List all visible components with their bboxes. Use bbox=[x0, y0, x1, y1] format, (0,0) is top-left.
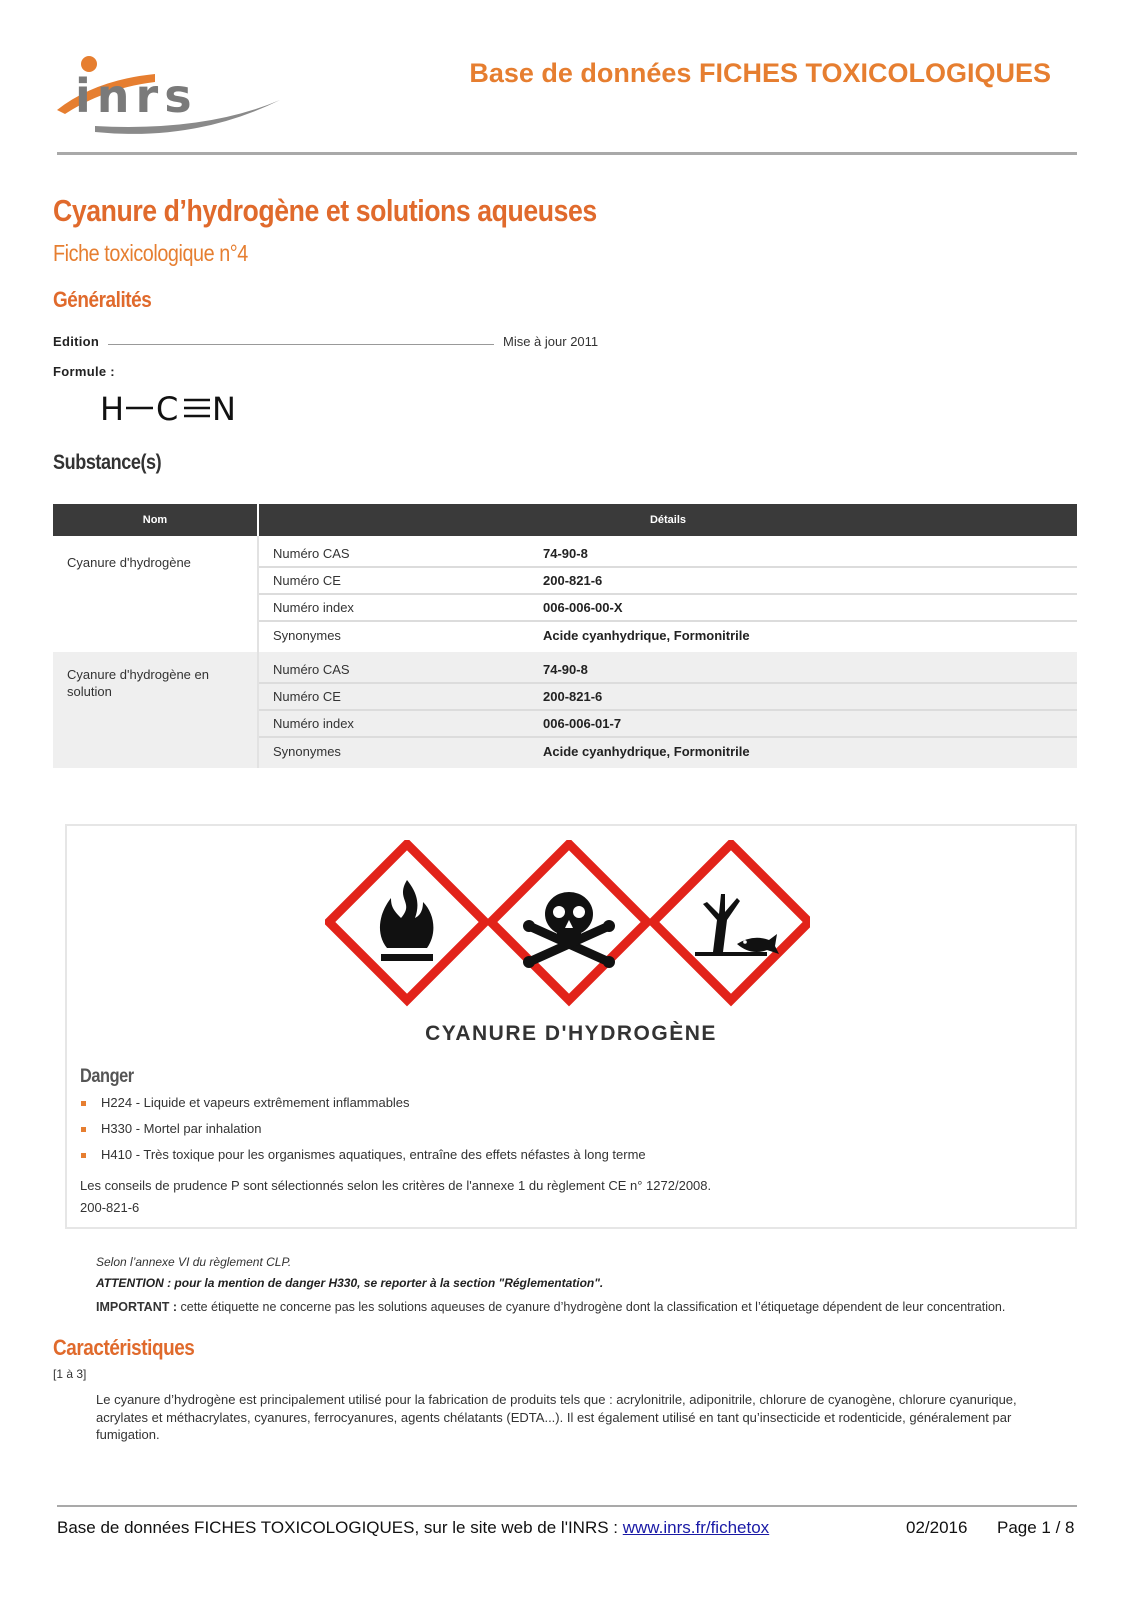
flame-pictogram-icon bbox=[329, 844, 485, 1000]
table-row bbox=[53, 652, 1077, 768]
inrs-logo bbox=[55, 52, 290, 144]
label-substance-name: CYANURE D'HYDROGÈNE bbox=[425, 1022, 717, 1045]
document-subtitle: Fiche toxicologique n°4 bbox=[53, 240, 248, 266]
precaution-note: Les conseils de prudence P sont sélectionnés selon les critères de l'annexe 1 du règlement CE n° 1272/2008. bbox=[80, 1178, 712, 1193]
detail-row bbox=[259, 594, 1077, 621]
detail-key: Numéro index bbox=[259, 710, 529, 737]
substance-details bbox=[259, 540, 1077, 648]
caracteristiques-paragraph: Le cyanure d’hydrogène est principalement utilisé pour la fabrication de produits tels que : acrylonitrile, adiponitrile, chlorure de cyanogène, chlorure cyanurique, acrylates et méthacrylates, cyanures, ferrocyanures, agents chélatants (EDTA...). Il est également utilisé en tant qu’insecticide et rodenticide, généralement par fumigation. bbox=[96, 1392, 1017, 1442]
detail-row bbox=[259, 567, 1077, 594]
page-number: Page 1 / 8 bbox=[997, 1518, 1075, 1537]
detail-row bbox=[259, 540, 1077, 567]
edition-leader-line bbox=[108, 344, 494, 345]
substance-name: Cyanure d'hydrogène bbox=[53, 536, 258, 652]
database-title: Base de données FICHES TOXICOLOGIQUES bbox=[469, 58, 1051, 88]
detail-row bbox=[259, 710, 1077, 737]
substance-name: Cyanure d'hydrogène en solution bbox=[53, 652, 258, 768]
column-header-nom: Nom bbox=[53, 504, 258, 536]
chemical-formula bbox=[98, 388, 248, 433]
detail-value: 006-006-01-7 bbox=[529, 710, 1077, 737]
footer-date: 02/2016 bbox=[906, 1518, 968, 1537]
detail-key: Numéro CAS bbox=[259, 656, 529, 683]
substance-details bbox=[259, 656, 1077, 764]
hazard-statement: H410 - Très toxique pour les organismes aquatiques, entraîne des effets néfastes à long terme bbox=[80, 1148, 646, 1174]
logo-wordmark: inrs bbox=[75, 69, 198, 123]
formule-label: Formule : bbox=[53, 364, 115, 379]
formula-atom-c: C bbox=[156, 390, 179, 428]
table-row bbox=[53, 536, 1077, 652]
detail-key: Numéro CE bbox=[259, 683, 529, 710]
detail-value: Acide cyanhydrique, Formonitrile bbox=[543, 627, 750, 643]
detail-key: Numéro CE bbox=[259, 567, 529, 594]
signal-word: Danger bbox=[80, 1066, 134, 1087]
important-note bbox=[96, 1300, 1005, 1314]
section-heading-substances: Substance(s) bbox=[53, 451, 162, 474]
ghs-label-box bbox=[65, 824, 1077, 1229]
edition-label: Edition bbox=[53, 334, 100, 349]
edition-value: Mise à jour 2011 bbox=[503, 334, 599, 349]
ghs-pictograms bbox=[325, 840, 810, 1020]
detail-value: 200-821-6 bbox=[529, 683, 1077, 710]
detail-value: 74-90-8 bbox=[529, 540, 1077, 567]
header-divider bbox=[57, 152, 1077, 155]
footer-divider bbox=[57, 1505, 1077, 1507]
detail-row bbox=[259, 621, 1077, 648]
document-title: Cyanure d’hydrogène et solutions aqueuses bbox=[53, 193, 597, 228]
important-text: cette étiquette ne concerne pas les solutions aqueuses de cyanure d’hydrogène dont la classification et l’étiquetage dépendent de leur concentration. bbox=[177, 1300, 1006, 1314]
detail-key: Synonymes bbox=[273, 627, 341, 643]
hazard-statement: H330 - Mortel par inhalation bbox=[80, 1122, 646, 1148]
footer-text bbox=[57, 1518, 769, 1538]
formula-atom-n: N bbox=[212, 390, 236, 428]
detail-key: Numéro CAS bbox=[259, 540, 529, 567]
reference-range: [1 à 3] bbox=[53, 1367, 87, 1381]
formula-atom-h: H bbox=[100, 390, 125, 428]
detail-row bbox=[259, 656, 1077, 683]
environment-pictogram-icon bbox=[653, 844, 809, 1000]
detail-value: 74-90-8 bbox=[529, 656, 1077, 683]
hazard-statements-list bbox=[80, 1096, 646, 1174]
hazard-statement: H224 - Liquide et vapeurs extrêmement inflammables bbox=[80, 1096, 646, 1122]
detail-value: Acide cyanhydrique, Formonitrile bbox=[529, 737, 1077, 764]
detail-row bbox=[259, 683, 1077, 710]
annex-note: Selon l’annexe VI du règlement CLP. bbox=[96, 1255, 292, 1269]
attention-note: ATTENTION : pour la mention de danger H330, se reporter à la section "Réglementation". bbox=[96, 1276, 604, 1290]
substances-table bbox=[53, 504, 1077, 768]
footer-link[interactable]: www.inrs.fr/fichetox bbox=[622, 1518, 770, 1537]
skull-crossbones-pictogram-icon bbox=[491, 844, 647, 1000]
detail-key: Numéro index bbox=[259, 594, 529, 621]
detail-key: Synonymes bbox=[259, 737, 529, 764]
column-header-details: Détails bbox=[258, 504, 1077, 536]
section-heading-generalites: Généralités bbox=[53, 287, 152, 312]
section-heading-caracteristiques: Caractéristiques bbox=[53, 1335, 195, 1360]
detail-value: 200-821-6 bbox=[529, 567, 1077, 594]
important-label: IMPORTANT : bbox=[96, 1300, 178, 1314]
detail-value: 006-006-00-X bbox=[529, 594, 1077, 621]
detail-row bbox=[259, 737, 1077, 764]
ce-number: 200-821-6 bbox=[80, 1200, 140, 1215]
footer-label: Base de données FICHES TOXICOLOGIQUES, sur le site web de l'INRS : bbox=[57, 1518, 623, 1537]
